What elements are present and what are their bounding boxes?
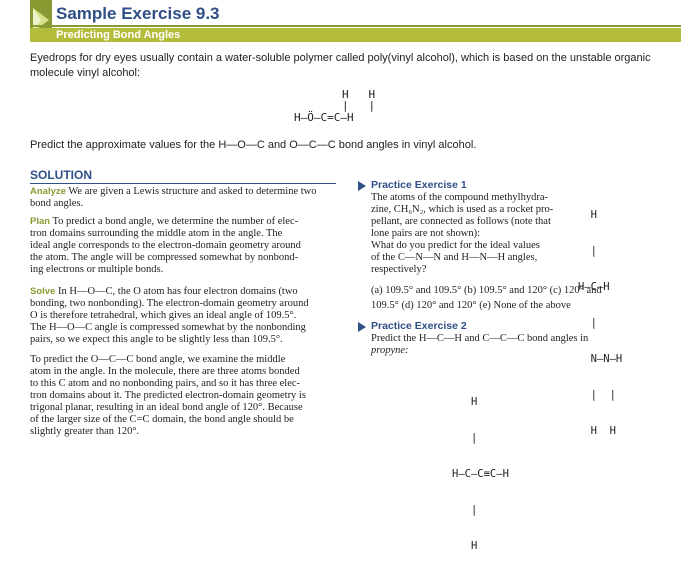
- propyne-structure: H | H—C—C≡C—H | H: [452, 396, 541, 552]
- practice2-arrow-icon: [358, 322, 366, 332]
- exercise-subtitle: Predicting Bond Angles: [56, 29, 181, 41]
- practice2-title: Practice Exercise 2: [371, 320, 467, 332]
- plan-paragraph: Plan To predict a bond angle, we determine the number of elec- tron domains surrounding the middle atom in the angle. The ideal angle corresponds to the electron-domain geometry around the atom. The angle will be compressed somewhat by nonbond- ing electrons or multiple bonds.: [30, 216, 301, 275]
- header-rule: [30, 25, 681, 27]
- predict-paragraph: To predict the O—C—C bond angle, we examine the middle atom in the angle. In the molecule, there are three atoms bonded to this C atom and no nonbonding pairs, and so it has three elec- tron domains about it. The predicted electron-domain geometry is trigonal planar, resulting in an ideal bond angle of 120°. Because of the larger size of the C=C domain, the bond angle should be slightly greater than 120°.: [30, 354, 306, 437]
- practice1-title: Practice Exercise 1: [371, 179, 467, 191]
- vinyl-structure-bars: | |: [342, 99, 376, 112]
- practice2-text: Predict the H—C—H and C—C—C bond angles in propyne:: [371, 333, 589, 356]
- practice1-text: The atoms of the compound methylhydra- zine, CH₆N₂, which is used as a rocket pro- pellant, are connected as follows (note that lone pairs are not shown): What do you predict for the ideal values of the C—N—N and H—N—H angles, respectively?: [371, 192, 554, 275]
- solve-lead: Solve: [30, 286, 56, 297]
- practice1-arrow-icon: [358, 181, 366, 191]
- plan-lead: Plan: [30, 216, 51, 227]
- intro-question: Predict the approximate values for the H—O—C and O—C—C bond angles in vinyl alcohol.: [30, 139, 477, 151]
- vinyl-structure-main: H—Ö—C=C—H: [294, 111, 354, 124]
- analyze-paragraph: Analyze We are given a Lewis structure and asked to determine two bond angles.: [30, 186, 317, 209]
- intro-line-1: Eyedrops for dry eyes usually contain a water-soluble polymer called poly(vinyl alcohol), which is based on the unstable organic: [30, 52, 651, 64]
- solution-rule: [30, 183, 336, 184]
- vinyl-structure-top: H H: [342, 88, 376, 101]
- exercise-title: Sample Exercise 9.3: [56, 4, 220, 23]
- methylhydrazine-structure: H | H—C—H | N—N—H | | H H: [578, 209, 635, 437]
- solve-paragraph: Solve In H—O—C, the O atom has four electron domains (two bonding, two nonbonding). The electron-domain geometry around O is therefore tetrahedral, which gives an ideal angle of 109.5°. The H—O—C angle is compressed somewhat by the nonbonding pairs, so we expect this angle to be slightly less than 109.5°.: [30, 286, 309, 345]
- practice1-answers: (a) 109.5° and 109.5° (b) 109.5° and 120° (c) 120° and 109.5° (d) 120° and 120° (e) None of the above: [371, 285, 602, 311]
- intro-line-2: molecule vinyl alcohol:: [30, 67, 141, 79]
- analyze-lead: Analyze: [30, 186, 66, 197]
- solution-heading: SOLUTION: [30, 168, 92, 182]
